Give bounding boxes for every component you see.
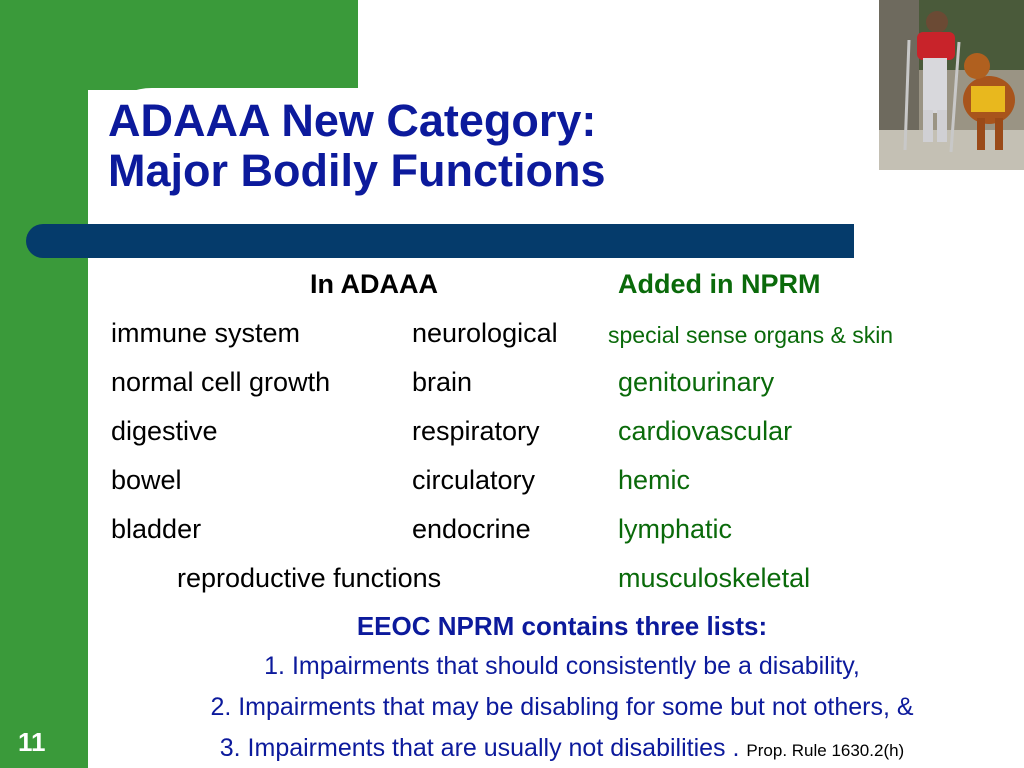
row5-col3: lymphatic — [618, 514, 733, 544]
row2-col2: brain — [412, 367, 473, 397]
row1-col1: immune system — [111, 318, 301, 348]
list-item-1: 1. Impairments that should consistently be a disability, — [264, 652, 860, 680]
row2-col1: normal cell growth — [111, 367, 331, 397]
last-row-left: reproductive functions — [177, 563, 442, 593]
green-side-band — [0, 0, 88, 768]
lists-heading: EEOC NPRM contains three lists: — [356, 611, 768, 641]
last-row-right: musculoskeletal — [618, 563, 811, 593]
title-line-2: Major Bodily Functions — [108, 145, 606, 196]
row3-col1: digestive — [111, 416, 218, 446]
title-line-1: ADAAA New Category: — [108, 95, 597, 146]
page-number: 11 — [18, 727, 46, 757]
row3-col3: cardiovascular — [618, 416, 793, 446]
rule-reference: Prop. Rule 1630.2(h) — [746, 741, 905, 760]
list-item-3-text: 3. Impairments that are usually not disabilities . — [219, 734, 740, 762]
row4-col2: circulatory — [412, 465, 536, 495]
title-rule-bar — [26, 224, 854, 258]
row5-col2: endocrine — [412, 514, 531, 544]
header-added-in-nprm: Added in NPRM — [618, 269, 821, 299]
header-in-adaaa: In ADAAA — [310, 269, 438, 299]
row1-col3: special sense organs & skin — [608, 322, 894, 348]
photo-illustration — [879, 0, 1024, 170]
slide-title — [108, 96, 868, 196]
person-with-service-dog-photo — [879, 0, 1024, 170]
list-item-3 — [100, 732, 1024, 767]
row4-col3: hemic — [618, 465, 691, 495]
row1-col2: neurological — [412, 318, 558, 348]
row2-col3: genitourinary — [618, 367, 775, 397]
row3-col2: respiratory — [412, 416, 540, 446]
list-item-2: 2. Impairments that may be disabling for some but not others, & — [210, 693, 914, 721]
row5-col1: bladder — [111, 514, 202, 544]
row4-col1: bowel — [111, 465, 182, 495]
